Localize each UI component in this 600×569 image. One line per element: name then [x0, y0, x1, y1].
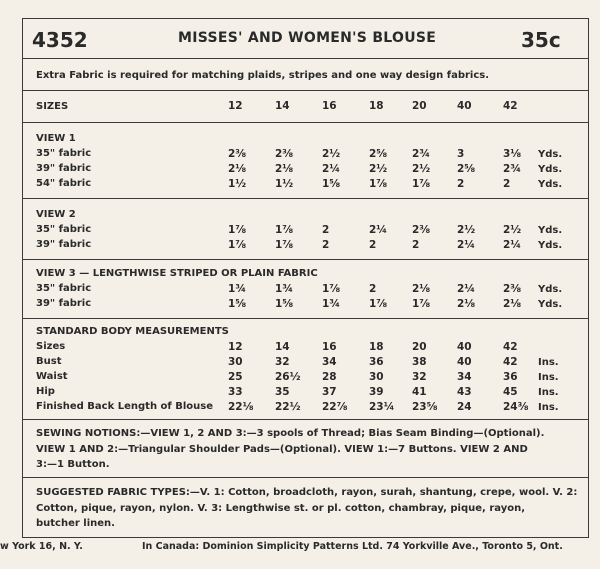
- measurement-cell: 40: [457, 356, 472, 368]
- yardage-cell: 2½: [412, 163, 431, 175]
- yardage-cell: 2: [369, 283, 377, 295]
- footer-address-canada: In Canada: Dominion Simplicity Patterns Ltd. 74 Yorkville Ave., Toronto 5, Ont.: [142, 541, 563, 552]
- yardage-cell: 1¾: [228, 283, 247, 295]
- view1-label: VIEW 1: [36, 133, 76, 144]
- yardage-cell: 1⅞: [322, 283, 341, 295]
- yardage-cell: 1⅞: [275, 239, 294, 251]
- yardage-cell: 2¼: [369, 224, 388, 236]
- divider: [22, 122, 589, 123]
- view3-label: VIEW 3 — LENGTHWISE STRIPED OR PLAIN FABRIC: [36, 268, 318, 279]
- pattern-title: MISSES' AND WOMEN'S BLOUSE: [178, 30, 437, 46]
- yardage-cell: 2⅛: [228, 163, 247, 175]
- measurement-cell: 26½: [275, 371, 301, 383]
- yardage-cell: 2⅜: [275, 148, 294, 160]
- yardage-cell: 3: [457, 148, 465, 160]
- yardage-cell: 2¼: [503, 239, 522, 251]
- yardage-cell: 1⅞: [412, 298, 431, 310]
- yardage-cell: 2½: [457, 224, 476, 236]
- measurement-cell: 20: [412, 341, 427, 353]
- measurement-cell: 12: [228, 341, 243, 353]
- yardage-cell: 2: [457, 178, 465, 190]
- yardage-cell: 1½: [275, 178, 294, 190]
- yardage-cell: 1⅝: [322, 178, 341, 190]
- yardage-cell: 3⅛: [503, 148, 522, 160]
- measurement-cell: 22⅞: [322, 401, 348, 413]
- measurement-cell: 33: [228, 386, 243, 398]
- fabric-types-line: Cotton, pique, rayon, nylon. V. 3: Lengthwise st. or pl. cotton, chambray, pique, rayon,: [36, 502, 526, 514]
- unit-label: Yds.: [538, 240, 563, 251]
- sizes-label: SIZES: [36, 101, 69, 112]
- fabric-types-line: SUGGESTED FABRIC TYPES:—V. 1: Cotton, broadcloth, rayon, surah, shantung, crepe, wool. V. 2:: [36, 487, 578, 498]
- measurement-cell: 38: [412, 356, 427, 368]
- divider: [22, 419, 589, 420]
- fabric-types-line: butcher linen.: [36, 518, 115, 529]
- measurement-cell: 45: [503, 386, 518, 398]
- yardage-cell: 2: [503, 178, 511, 190]
- measurement-name: Finished Back Length of Blouse: [36, 401, 214, 412]
- yardage-cell: 1⅝: [228, 298, 247, 310]
- yardage-cell: 2¾: [412, 148, 431, 160]
- unit-label: Yds.: [538, 179, 563, 190]
- measurement-cell: 41: [412, 386, 427, 398]
- measurement-cell: 16: [322, 341, 337, 353]
- measurement-cell: 34: [322, 356, 337, 368]
- measurement-cell: 18: [369, 341, 384, 353]
- measurement-cell: 24⅜: [503, 401, 529, 413]
- measurement-cell: 32: [412, 371, 427, 383]
- fabric-width-label: 35" fabric: [36, 148, 92, 159]
- yardage-cell: 2¼: [457, 283, 476, 295]
- yardage-cell: 2⅜: [503, 283, 522, 295]
- yardage-cell: 2⅛: [503, 298, 522, 310]
- fabric-width-label: 54" fabric: [36, 178, 92, 189]
- yardage-cell: 1⅝: [275, 298, 294, 310]
- measurement-cell: 36: [369, 356, 384, 368]
- unit-label: Yds.: [538, 299, 563, 310]
- yardage-cell: 1⅞: [369, 298, 388, 310]
- measurement-cell: 37: [322, 386, 337, 398]
- yardage-cell: 2¼: [457, 239, 476, 251]
- yardage-cell: 2½: [503, 224, 522, 236]
- divider: [22, 198, 589, 199]
- divider: [22, 477, 589, 478]
- measurement-cell: 30: [369, 371, 384, 383]
- measurement-cell: 40: [457, 341, 472, 353]
- measurement-cell: 42: [503, 356, 518, 368]
- fabric-width-label: 39" fabric: [36, 298, 92, 309]
- fabric-width-label: 39" fabric: [36, 239, 92, 250]
- yardage-cell: 2⅛: [275, 163, 294, 175]
- yardage-cell: 2⅝: [369, 148, 388, 160]
- footer-address-us: w York 16, N. Y.: [0, 541, 83, 552]
- sewing-notions-line: VIEW 1 AND 2:—Triangular Shoulder Pads—(Optional). VIEW 1:—7 Buttons. VIEW 2 AND: [36, 443, 528, 455]
- sewing-notions-line: SEWING NOTIONS:—VIEW 1, 2 AND 3:—3 spools of Thread; Bias Seam Binding—(Optional).: [36, 428, 545, 439]
- pattern-number: 4352: [32, 28, 88, 52]
- measurement-cell: 30: [228, 356, 243, 368]
- yardage-cell: 2½: [322, 148, 341, 160]
- yardage-cell: 2: [322, 239, 330, 251]
- measurement-name: Bust: [36, 356, 62, 367]
- measurements-label: STANDARD BODY MEASUREMENTS: [36, 326, 229, 337]
- divider: [22, 259, 589, 260]
- yardage-cell: 1⅞: [412, 178, 431, 190]
- pattern-price: 35c: [521, 28, 561, 52]
- unit-label: Yds.: [538, 149, 563, 160]
- sewing-notions: [36, 426, 544, 473]
- unit-label: Ins.: [538, 387, 559, 398]
- measurement-name: Hip: [36, 386, 55, 397]
- measurement-name: Waist: [36, 371, 68, 382]
- yardage-cell: 2⅛: [412, 283, 431, 295]
- measurement-cell: 22½: [275, 401, 301, 413]
- unit-label: Ins.: [538, 372, 559, 383]
- yardage-cell: 2⅜: [228, 148, 247, 160]
- yardage-cell: 2¾: [503, 163, 522, 175]
- size-header: 42: [503, 100, 518, 112]
- yardage-cell: 2⅝: [457, 163, 476, 175]
- yardage-cell: 2½: [369, 163, 388, 175]
- size-header: 16: [322, 100, 337, 112]
- measurement-cell: 28: [322, 371, 337, 383]
- unit-label: Ins.: [538, 357, 559, 368]
- size-header: 18: [369, 100, 384, 112]
- yardage-cell: 2¼: [322, 163, 341, 175]
- yardage-cell: 1¾: [275, 283, 294, 295]
- suggested-fabric-types: [36, 485, 577, 532]
- yardage-cell: 2: [412, 239, 420, 251]
- view2-label: VIEW 2: [36, 209, 76, 220]
- unit-label: Yds.: [538, 225, 563, 236]
- yardage-cell: 2: [322, 224, 330, 236]
- yardage-cell: 2⅛: [457, 298, 476, 310]
- extra-fabric-note: Extra Fabric is required for matching plaids, stripes and one way design fabrics.: [36, 70, 490, 81]
- divider: [22, 318, 589, 319]
- measurement-name: Sizes: [36, 341, 66, 352]
- measurement-cell: 23¼: [369, 401, 395, 413]
- measurement-cell: 42: [503, 341, 518, 353]
- yardage-cell: 1½: [228, 178, 247, 190]
- measurement-cell: 22⅛: [228, 401, 254, 413]
- sewing-notions-line: 3:—1 Button.: [36, 459, 110, 470]
- measurement-cell: 35: [275, 386, 290, 398]
- measurement-cell: 34: [457, 371, 472, 383]
- measurement-cell: 39: [369, 386, 384, 398]
- yardage-cell: 1⅞: [228, 239, 247, 251]
- unit-label: Ins.: [538, 402, 559, 413]
- measurement-cell: 25: [228, 371, 243, 383]
- measurement-cell: 24: [457, 401, 472, 413]
- measurement-cell: 36: [503, 371, 518, 383]
- fabric-width-label: 35" fabric: [36, 224, 92, 235]
- measurement-cell: 23⅝: [412, 401, 438, 413]
- size-header: 14: [275, 100, 290, 112]
- measurement-cell: 32: [275, 356, 290, 368]
- yardage-cell: 1⅞: [228, 224, 247, 236]
- divider: [22, 90, 589, 91]
- yardage-cell: 1¾: [322, 298, 341, 310]
- measurement-cell: 43: [457, 386, 472, 398]
- divider: [22, 58, 589, 59]
- yardage-cell: 2: [369, 239, 377, 251]
- unit-label: Yds.: [538, 284, 563, 295]
- size-header: 40: [457, 100, 472, 112]
- fabric-width-label: 39" fabric: [36, 163, 92, 174]
- yardage-cell: 1⅞: [369, 178, 388, 190]
- fabric-width-label: 35" fabric: [36, 283, 92, 294]
- unit-label: Yds.: [538, 164, 563, 175]
- size-header: 12: [228, 100, 243, 112]
- yardage-cell: 1⅞: [275, 224, 294, 236]
- measurement-cell: 14: [275, 341, 290, 353]
- size-header: 20: [412, 100, 427, 112]
- yardage-cell: 2⅜: [412, 224, 431, 236]
